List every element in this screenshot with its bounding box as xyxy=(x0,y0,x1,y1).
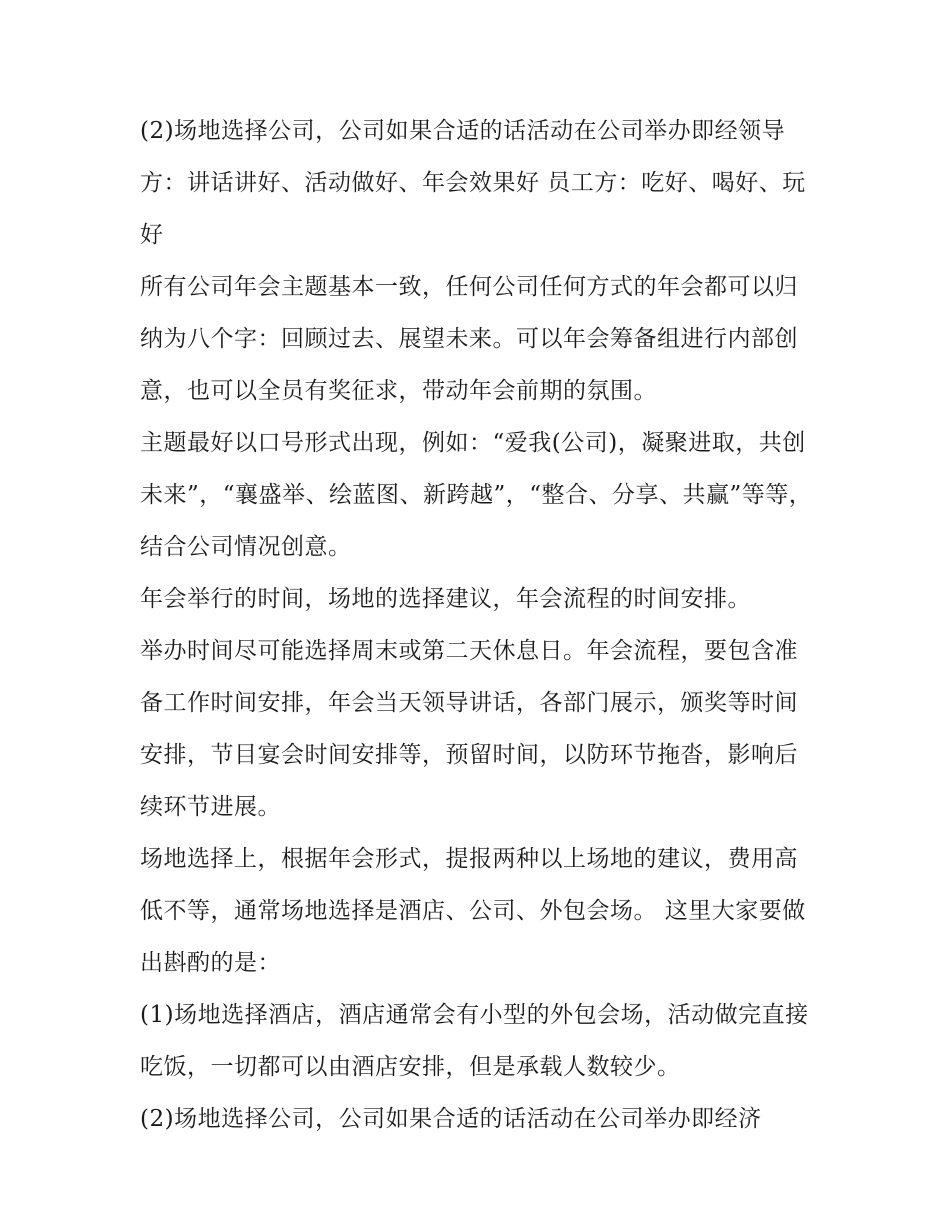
paragraph-venue-company: (2)场地选择公司，公司如果合适的话活动在公司举办即经济 xyxy=(140,1106,762,1132)
paragraph-time-venue-heading: 年会举行的时间，场地的选择建议，年会流程的时间安排。 xyxy=(140,586,751,612)
document-body xyxy=(140,105,820,1145)
paragraph-venue-company-intro: (2)场地选择公司，公司如果合适的话活动在公司举办即经领导方：讲话讲好、活动做好、年会效果好 员工方：吃好、喝好、玩好 xyxy=(140,118,806,248)
paragraph-theme-summary: 所有公司年会主题基本一致，任何公司任何方式的年会都可以归纳为八个字：回顾过去、展望未来。可以年会筹备组进行内部创意，也可以全员有奖征求，带动年会前期的氛围。 xyxy=(140,274,798,404)
paragraph-venue-hotel: (1)场地选择酒店，酒店通常会有小型的外包会场，活动做完直接吃饭，一切都可以由酒店安排，但是承载人数较少。 xyxy=(140,1002,809,1080)
paragraph-slogan-examples: 主题最好以口号形式出现，例如：“爱我(公司)，凝聚进取，共创未来”，“襄盛举、绘蓝图、新跨越”，“整合、分享、共赢”等等，结合公司情况创意。 xyxy=(140,430,813,560)
paragraph-venue-options: 场地选择上，根据年会形式，提报两种以上场地的建议，费用高低不等，通常场地选择是酒店、公司、外包会场。 这里大家要做出斟酌的是： xyxy=(140,846,806,976)
paragraph-schedule: 举办时间尽可能选择周末或第二天休息日。年会流程，要包含准备工作时间安排，年会当天领导讲话，各部门展示，颁奖等时间安排，节目宴会时间安排等，预留时间，以防环节拖沓，影响后续环节进展。 xyxy=(140,638,798,820)
